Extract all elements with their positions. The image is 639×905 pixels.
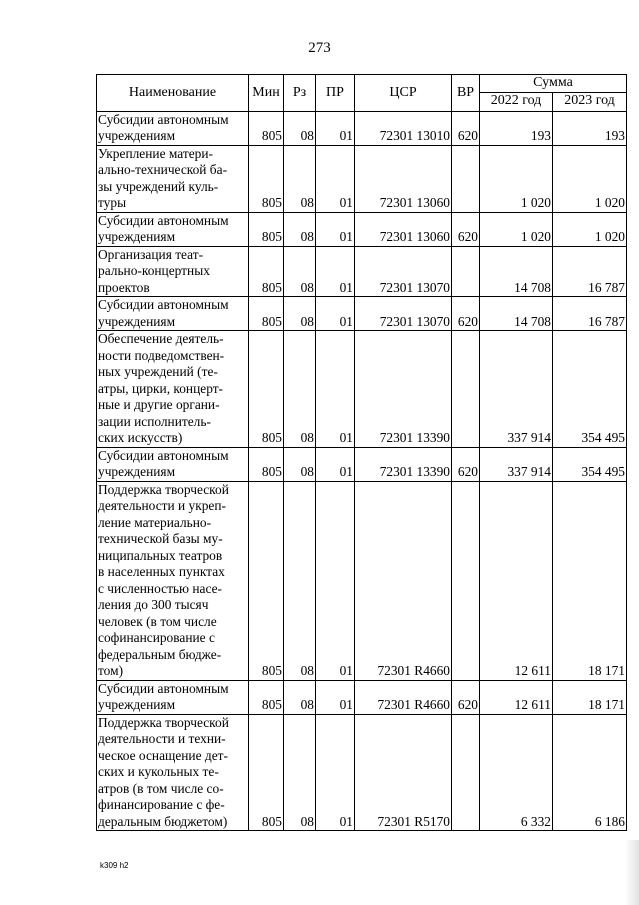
row-amount-2023: 16 787 <box>553 246 627 297</box>
row-amount-2023: 1 020 <box>553 212 627 246</box>
table-row <box>97 111 627 145</box>
row-pr: 01 <box>316 111 355 145</box>
row-name-line: ления до 300 тысяч <box>98 597 209 612</box>
row-name-line: деятельности и укреп- <box>98 498 226 513</box>
row-amount-2023: 1 020 <box>553 145 627 212</box>
table-row <box>97 212 627 246</box>
row-pr: 01 <box>316 297 355 331</box>
row-name-line: финансирование с фе- <box>98 797 225 812</box>
row-name-line: ные и другие органи- <box>98 397 220 412</box>
row-vr: 620 <box>452 297 480 331</box>
row-name-line: ских искусств) <box>98 430 183 445</box>
scan-edge-shadow <box>625 840 639 905</box>
row-name <box>97 145 249 212</box>
row-name-line: Субсидии автономным <box>98 111 229 127</box>
row-csr: 72301 13060 <box>355 212 452 246</box>
row-csr: 72301 13060 <box>355 145 452 212</box>
row-name-line: технической базы му- <box>98 531 223 546</box>
row-amount-2023: 354 495 <box>553 447 627 481</box>
row-name <box>97 447 249 481</box>
row-name-line: с численностью насе- <box>98 580 222 596</box>
row-name-line: Субсидии автономным <box>98 680 229 696</box>
row-name-line: ально-технической ба- <box>98 162 228 177</box>
row-min: 805 <box>249 145 284 212</box>
row-amount-2022: 193 <box>480 111 553 145</box>
row-csr: 72301 R5170 <box>355 714 452 831</box>
table-row <box>97 246 627 297</box>
row-name-line: том) <box>98 663 124 678</box>
row-rz: 08 <box>284 481 316 680</box>
row-pr: 01 <box>316 145 355 212</box>
header-pr: ПР <box>316 75 355 112</box>
row-name <box>97 111 249 145</box>
row-name <box>97 481 249 680</box>
row-name-line: учреждениям <box>98 128 176 143</box>
header-vr: ВР <box>452 75 480 112</box>
row-pr: 01 <box>316 331 355 448</box>
row-min: 805 <box>249 331 284 448</box>
header-rz: Рз <box>284 75 316 112</box>
row-csr: 72301 13390 <box>355 447 452 481</box>
row-name-line: ниципальных театров <box>98 547 223 563</box>
row-min: 805 <box>249 246 284 297</box>
row-rz: 08 <box>284 714 316 831</box>
row-amount-2022: 337 914 <box>480 331 553 448</box>
row-vr <box>452 145 480 212</box>
row-vr: 620 <box>452 111 480 145</box>
row-name-line: Субсидии автономным <box>98 212 229 228</box>
table-row <box>97 145 627 212</box>
row-min: 805 <box>249 297 284 331</box>
row-name-line: зы учреждений куль- <box>98 178 219 194</box>
budget-table <box>96 74 627 831</box>
row-rz: 08 <box>284 111 316 145</box>
row-rz: 08 <box>284 680 316 714</box>
table-row <box>97 447 627 481</box>
row-amount-2023: 354 495 <box>553 331 627 448</box>
row-vr <box>452 331 480 448</box>
row-name <box>97 246 249 297</box>
row-name-line: атры, цирки, концерт- <box>98 380 224 396</box>
header-row-top <box>97 75 627 93</box>
row-min: 805 <box>249 680 284 714</box>
table-row <box>97 297 627 331</box>
row-name-line: Поддержка творческой <box>98 714 229 730</box>
row-name-line: в населенных пунктах <box>98 564 225 579</box>
row-name-line: ных учреждений (те- <box>98 364 218 379</box>
row-min: 805 <box>249 212 284 246</box>
row-name-line: Обеспечение деятель- <box>98 331 224 346</box>
row-csr: 72301 R4660 <box>355 680 452 714</box>
row-rz: 08 <box>284 447 316 481</box>
row-pr: 01 <box>316 212 355 246</box>
row-pr: 01 <box>316 714 355 831</box>
row-amount-2023: 18 171 <box>553 680 627 714</box>
row-name-line: Субсидии автономным <box>98 297 229 312</box>
table-row <box>97 481 627 680</box>
row-amount-2022: 6 332 <box>480 714 553 831</box>
row-rz: 08 <box>284 246 316 297</box>
row-pr: 01 <box>316 447 355 481</box>
row-csr: 72301 13070 <box>355 246 452 297</box>
row-amount-2023: 18 171 <box>553 481 627 680</box>
row-name <box>97 331 249 448</box>
row-name-line: ности подведомствен- <box>98 347 225 363</box>
row-min: 805 <box>249 481 284 680</box>
row-amount-2022: 337 914 <box>480 447 553 481</box>
row-name-line: атров (в том числе со- <box>98 780 224 796</box>
row-name-line: Укрепление матери- <box>98 145 213 161</box>
row-csr: 72301 13010 <box>355 111 452 145</box>
row-amount-2023: 193 <box>553 111 627 145</box>
row-name-line: рально-концертных <box>98 263 210 278</box>
row-pr: 01 <box>316 680 355 714</box>
table-row <box>97 714 627 831</box>
row-min: 805 <box>249 111 284 145</box>
row-min: 805 <box>249 714 284 831</box>
row-amount-2023: 6 186 <box>553 714 627 831</box>
row-rz: 08 <box>284 145 316 212</box>
row-amount-2022: 12 611 <box>480 680 553 714</box>
row-name-line: учреждениям <box>98 313 176 329</box>
row-name <box>97 680 249 714</box>
row-name-line: деятельности и техни- <box>98 731 226 746</box>
row-vr <box>452 246 480 297</box>
row-amount-2022: 14 708 <box>480 297 553 331</box>
row-amount-2023: 16 787 <box>553 297 627 331</box>
table-row <box>97 331 627 448</box>
row-name <box>97 714 249 831</box>
page-number: 273 <box>308 40 331 56</box>
row-name-line: учреждениям <box>98 464 176 479</box>
row-name-line: федеральным бюдже- <box>98 646 222 662</box>
row-amount-2022: 14 708 <box>480 246 553 297</box>
footer-code: k309 h2 <box>100 861 129 870</box>
row-vr: 620 <box>452 212 480 246</box>
row-name-line: человек (в том числе <box>98 613 217 629</box>
row-name-line: Организация теат- <box>98 246 204 262</box>
row-rz: 08 <box>284 331 316 448</box>
row-amount-2022: 1 020 <box>480 145 553 212</box>
row-name-line: туры <box>98 195 127 210</box>
row-csr: 72301 R4660 <box>355 481 452 680</box>
row-rz: 08 <box>284 297 316 331</box>
row-vr <box>452 481 480 680</box>
row-name-line: проектов <box>98 279 150 295</box>
row-name-line: ческое оснащение дет- <box>98 747 228 763</box>
row-name-line: учреждениям <box>98 697 176 712</box>
row-rz: 08 <box>284 212 316 246</box>
row-name-line: софинансирование с <box>98 630 215 645</box>
header-sum: Сумма <box>480 75 627 93</box>
row-amount-2022: 1 020 <box>480 212 553 246</box>
row-amount-2022: 12 611 <box>480 481 553 680</box>
table-row <box>97 680 627 714</box>
header-year-2023: 2023 год <box>553 92 627 111</box>
row-vr <box>452 714 480 831</box>
row-pr: 01 <box>316 246 355 297</box>
header-csr: ЦСР <box>355 75 452 112</box>
header-name: Наименование <box>97 75 249 112</box>
row-min: 805 <box>249 447 284 481</box>
row-vr: 620 <box>452 680 480 714</box>
row-name-line: ских и кукольных те- <box>98 764 219 779</box>
row-name <box>97 297 249 331</box>
row-vr: 620 <box>452 447 480 481</box>
row-csr: 72301 13070 <box>355 297 452 331</box>
row-name-line: деральным бюджетом) <box>98 813 228 829</box>
header-year-2022: 2022 год <box>480 92 553 111</box>
row-name-line: зации исполнитель- <box>98 413 211 429</box>
row-csr: 72301 13390 <box>355 331 452 448</box>
row-name-line: Поддержка творческой <box>98 481 229 497</box>
row-name-line: ление материально- <box>98 514 212 530</box>
row-name <box>97 212 249 246</box>
header-min: Мин <box>249 75 284 112</box>
row-name-line: Субсидии автономным <box>98 447 229 463</box>
row-pr: 01 <box>316 481 355 680</box>
row-name-line: учреждениям <box>98 229 176 244</box>
